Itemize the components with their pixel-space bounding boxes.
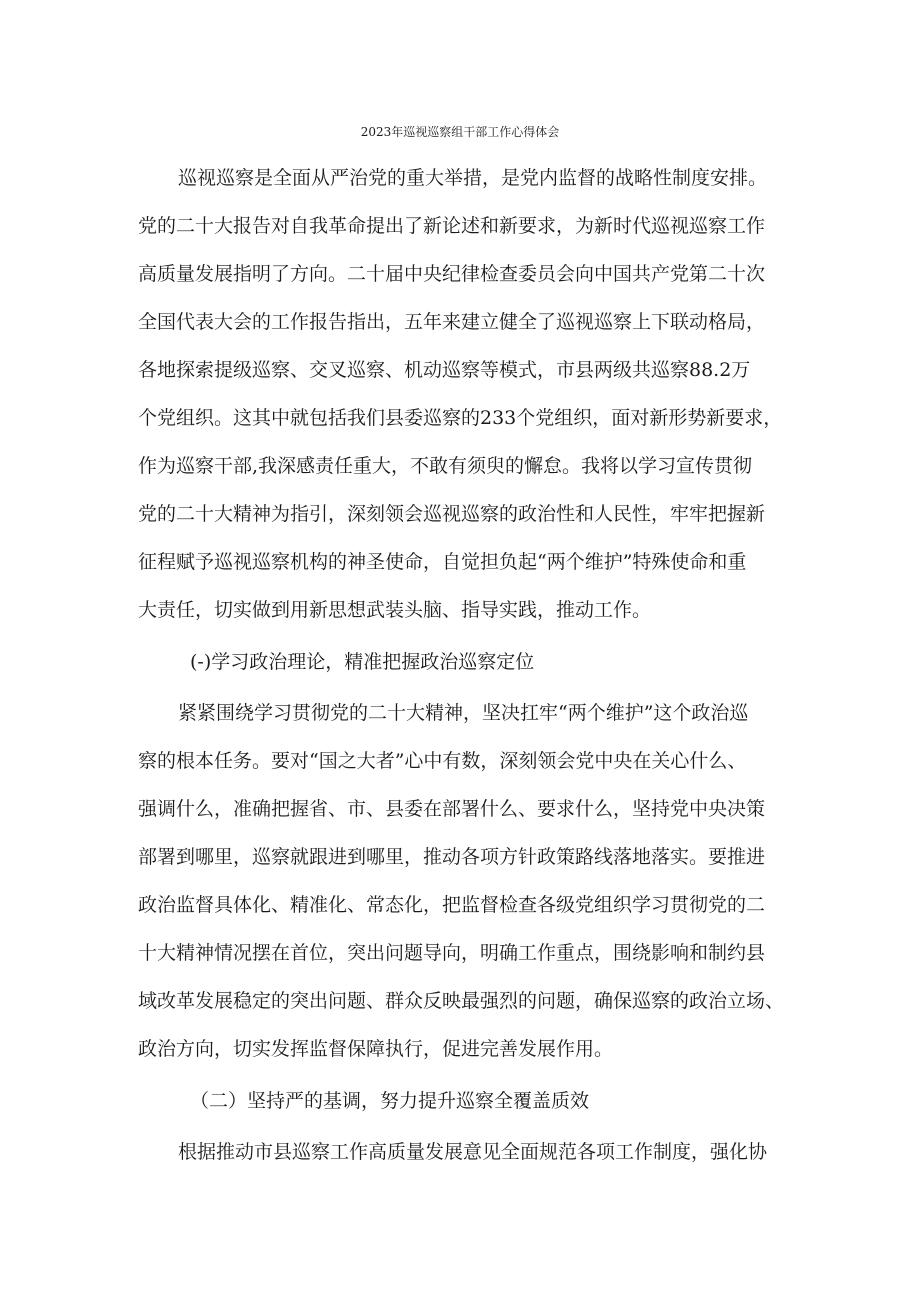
- paragraph-1-line-6: 个党组织。这其中就包括我们县委巡察的233个党组织，面对新形势新要求，: [138, 407, 783, 429]
- paragraph-2-line-7: 域改革发展稳定的突出问题、群众反映最强烈的问题，确保巡察的政治立场、: [138, 990, 785, 1012]
- paragraph-2-line-8: 政治方向，切实发挥监督保障执行，促进完善发展作用。: [138, 1038, 614, 1060]
- paragraph-1-line-10: 大责任，切实做到用新思想武装头脑、指导实践，推动工作。: [138, 599, 652, 621]
- paragraph-1-line-8: 党的二十大精神为指引，深刻领会巡视巡察的政治性和人民性，牢牢把握新: [138, 503, 766, 525]
- paragraph-1-line-7: 作为巡察干部,我深感责任重大，不敢有须臾的懈怠。我将以学习宣传贯彻: [138, 455, 753, 477]
- document-title: 2023年巡视巡察组干部工作心得体会: [360, 125, 560, 139]
- paragraph-1-line-2: 党的二十大报告对自我革命提出了新论述和新要求，为新时代巡视巡察工作: [138, 215, 766, 237]
- paragraph-2-line-2: 察的根本任务。要对“国之大者”心中有数，深刻领会党中央在关心什么、: [138, 750, 747, 772]
- paragraph-2-line-3: 强调什么，准确把握省、市、县委在部署什么、要求什么，坚持党中央决策: [138, 798, 766, 820]
- paragraph-2-line-1: 紧紧围绕学习贯彻党的二十大精神，坚决扛牢“两个维护”这个政治巡: [178, 702, 749, 724]
- paragraph-2-line-4: 部署到哪里，巡察就跟进到哪里，推动各项方针政策路线落地落实。要推进: [138, 846, 766, 868]
- section-heading-1: (-)学习政治理论，精准把握政治巡察定位: [190, 651, 535, 673]
- paragraph-2-line-5: 政治监督具体化、精准化、常态化，把监督检查各级党组织学习贯彻党的二: [138, 894, 766, 916]
- paragraph-1-line-9: 征程赋予巡视巡察机构的神圣使命，自觉担负起“两个维护”特殊使命和重: [138, 551, 747, 573]
- paragraph-1-line-3: 高质量发展指明了方向。二十届中央纪律检查委员会向中国共产党第二十次: [138, 263, 766, 285]
- paragraph-1-line-5: 各地探索提级巡察、交叉巡察、机动巡察等模式，市县两级共巡察88.2万: [138, 359, 751, 381]
- section-heading-2: （二）坚持严的基调，努力提升巡察全覆盖质效: [190, 1090, 590, 1112]
- paragraph-2-line-6: 十大精神情况摆在首位，突出问题导向，明确工作重点，围绕影响和制约县: [138, 942, 766, 964]
- paragraph-3-line-1: 根据推动市县巡察工作高质量发展意见全面规范各项工作制度，强化协: [178, 1141, 768, 1163]
- paragraph-1-line-4: 全国代表大会的工作报告指出，五年来建立健全了巡视巡察上下联动格局，: [138, 311, 766, 333]
- paragraph-1-line-1: 巡视巡察是全面从严治党的重大举措，是党内监督的战略性制度安排。: [178, 167, 768, 189]
